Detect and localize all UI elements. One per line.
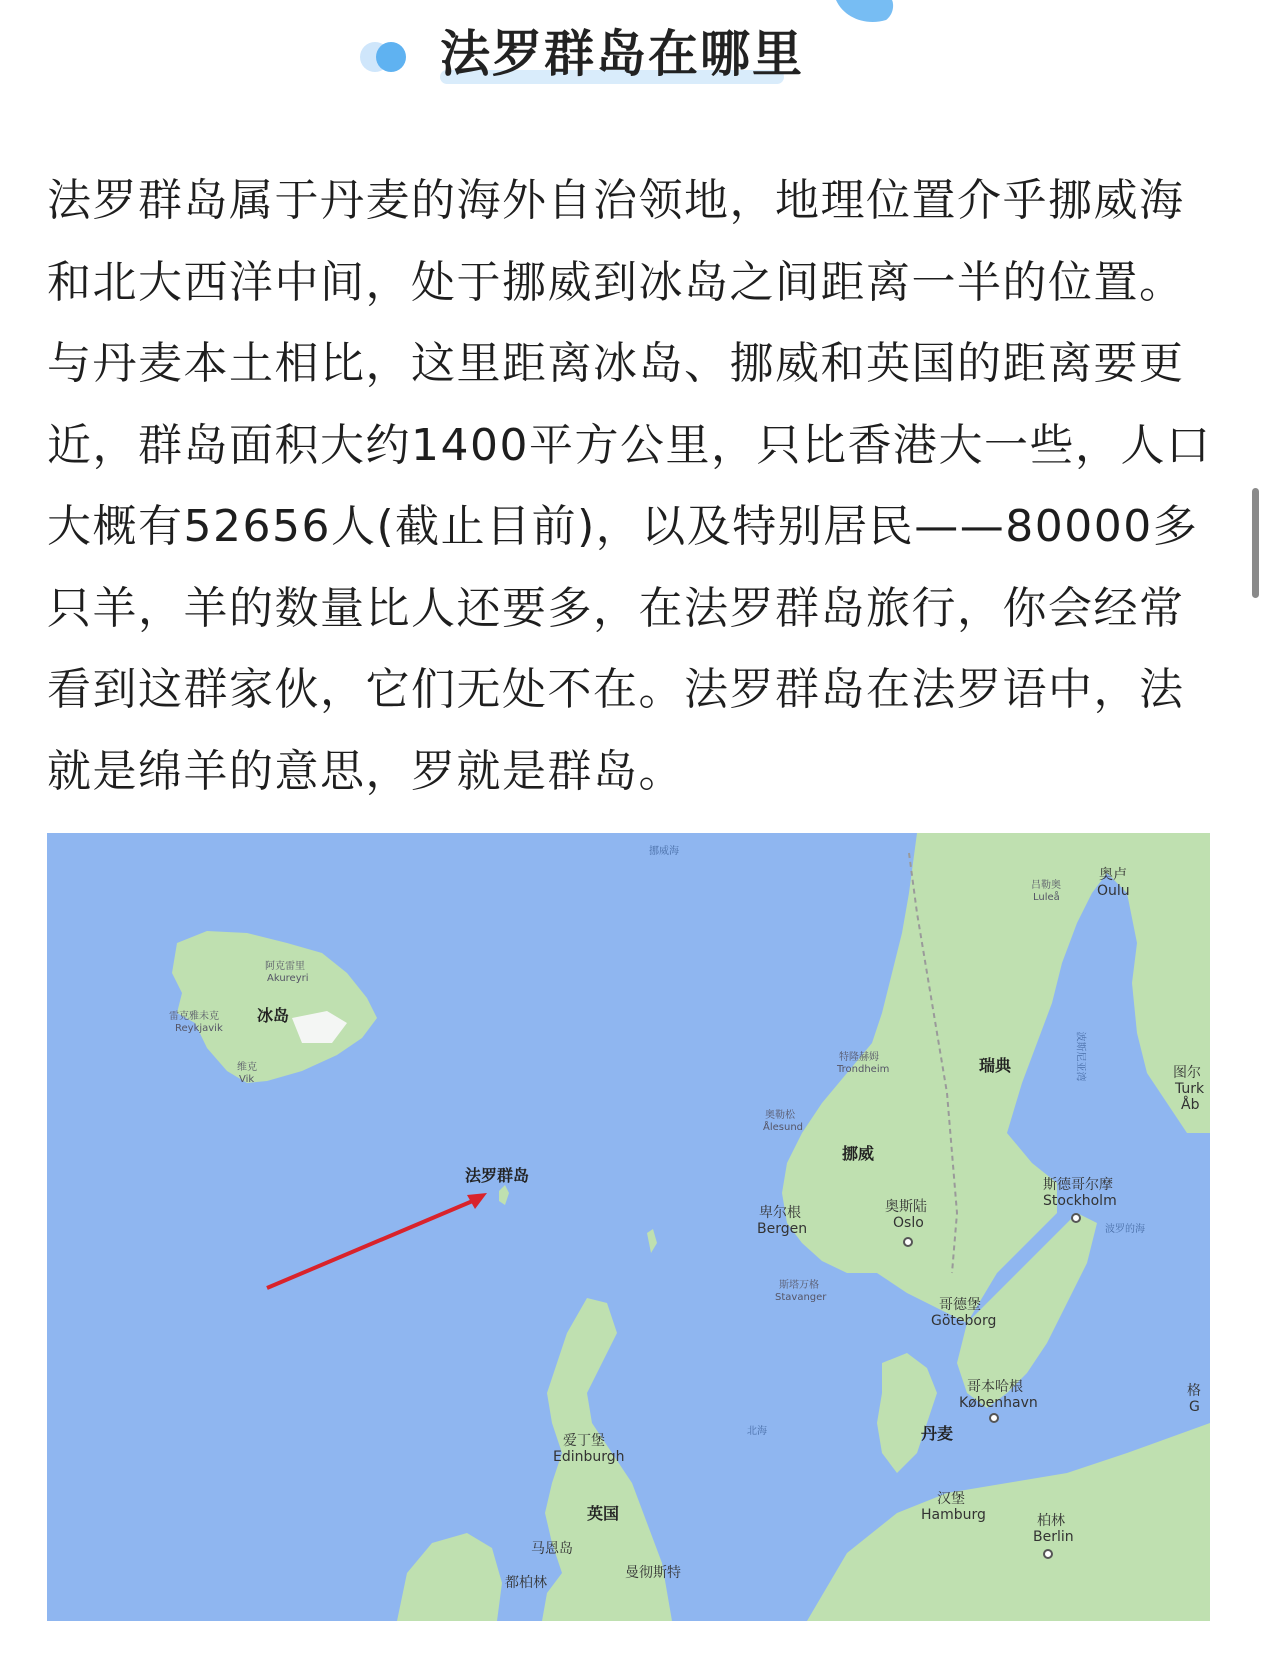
trondheim-en-label: Trondheim <box>837 1064 890 1075</box>
faroe-islands-landmass <box>499 1185 509 1205</box>
stavanger-cn-label: 斯塔万格 <box>779 1280 819 1291</box>
faroe-pointer-arrow <box>267 1200 475 1288</box>
isle-of-man-label: 马恩岛 <box>531 1541 573 1557</box>
goteborg-en-label: Göteborg <box>931 1313 997 1329</box>
bergen-en-label: Bergen <box>757 1221 808 1237</box>
oulu-cn-label: 奥卢 <box>1099 867 1127 883</box>
reykjavik-cn-label: 雷克雅未克 <box>169 1011 219 1022</box>
copenhagen-marker <box>989 1413 999 1423</box>
north-sea-label: 北海 <box>747 1426 767 1437</box>
ireland-landmass <box>397 1533 502 1621</box>
oslo-en-label: Oslo <box>893 1215 924 1231</box>
alesund-cn-label: 奥勒松 <box>765 1110 795 1121</box>
akureyri-en-label: Akureyri <box>267 973 309 984</box>
goteborg-cn-label: 哥德堡 <box>939 1297 981 1313</box>
edinburgh-cn-label: 爱丁堡 <box>563 1433 605 1449</box>
trondheim-cn-label: 特隆赫姆 <box>839 1052 879 1063</box>
uk-label: 英国 <box>587 1504 620 1523</box>
vik-cn-label: 维克 <box>237 1062 257 1073</box>
gulf-of-bothnia-label: 波斯尼亚湾 <box>1074 1031 1086 1082</box>
map-graphic <box>47 833 1210 1621</box>
sweden-label: 瑞典 <box>979 1056 1012 1075</box>
page-title: 法罗群岛在哪里 <box>440 25 804 83</box>
iceland-label: 冰岛 <box>257 1006 290 1025</box>
leaf-decoration-icon <box>836 0 896 26</box>
scrollbar[interactable] <box>1252 488 1259 598</box>
edinburgh-en-label: Edinburgh <box>553 1449 625 1465</box>
lulea-cn-label: 吕勒奥 <box>1031 880 1061 891</box>
berlin-en-label: Berlin <box>1033 1529 1074 1545</box>
turku-en-label: Turk <box>1175 1081 1205 1097</box>
denmark-landmass <box>877 1353 937 1473</box>
berlin-marker <box>1043 1549 1053 1559</box>
stockholm-cn-label: 斯德哥尔摩 <box>1043 1177 1113 1193</box>
gdansk-cn-label: 格 <box>1187 1383 1201 1399</box>
turku-cn-label: 图尔 <box>1173 1065 1201 1081</box>
stockholm-marker <box>1071 1213 1081 1223</box>
page-header <box>0 0 1263 110</box>
oslo-cn-label: 奥斯陆 <box>885 1199 927 1215</box>
reykjavik-en-label: Reykjavik <box>175 1023 223 1034</box>
bergen-cn-label: 卑尔根 <box>759 1205 801 1221</box>
oulu-en-label: Oulu <box>1097 883 1130 899</box>
norwegian-sea-label: 挪威海 <box>649 846 679 857</box>
faroe-islands-label: 法罗群岛 <box>465 1166 530 1185</box>
abo-label: Åb <box>1181 1097 1200 1113</box>
map-image <box>47 833 1210 1621</box>
alesund-en-label: Ålesund <box>763 1122 804 1133</box>
lulea-en-label: Luleå <box>1033 892 1060 903</box>
hamburg-en-label: Hamburg <box>921 1507 986 1523</box>
berlin-cn-label: 柏林 <box>1037 1513 1065 1529</box>
article-paragraph: 法罗群岛属于丹麦的海外自治领地，地理位置介乎挪威海和北大西洋中间，处于挪威到冰岛之间距离一半的位置。与丹麦本土相比，这里距离冰岛、挪威和英国的距离要更近，群岛面积大约1400平方公里，只比香港大一些，人口大概有52656人(截止目前)，以及特别居民——80000多只羊，羊的数量比人还要多，在法罗群岛旅行，你会经常看到这群家伙，它们无处不在。法罗群岛在法罗语中，法就是绵羊的意思，罗就是群岛。 <box>47 175 1212 797</box>
europe-landmass <box>807 1423 1210 1621</box>
dublin-label: 都柏林 <box>505 1575 547 1591</box>
title-decoration-dots <box>360 42 406 72</box>
manchester-label: 曼彻斯特 <box>625 1565 681 1581</box>
copenhagen-cn-label: 哥本哈根 <box>967 1379 1023 1395</box>
akureyri-cn-label: 阿克雷里 <box>265 961 305 972</box>
stockholm-en-label: Stockholm <box>1043 1193 1117 1209</box>
copenhagen-en-label: København <box>959 1395 1038 1411</box>
vik-en-label: Vik <box>239 1074 255 1085</box>
baltic-sea-label: 波罗的海 <box>1105 1224 1145 1235</box>
oslo-marker <box>903 1237 913 1247</box>
gdansk-en-label: G <box>1189 1399 1200 1415</box>
stavanger-en-label: Stavanger <box>775 1292 827 1303</box>
hamburg-cn-label: 汉堡 <box>937 1491 965 1507</box>
norway-label: 挪威 <box>842 1144 875 1163</box>
denmark-label: 丹麦 <box>921 1424 954 1443</box>
